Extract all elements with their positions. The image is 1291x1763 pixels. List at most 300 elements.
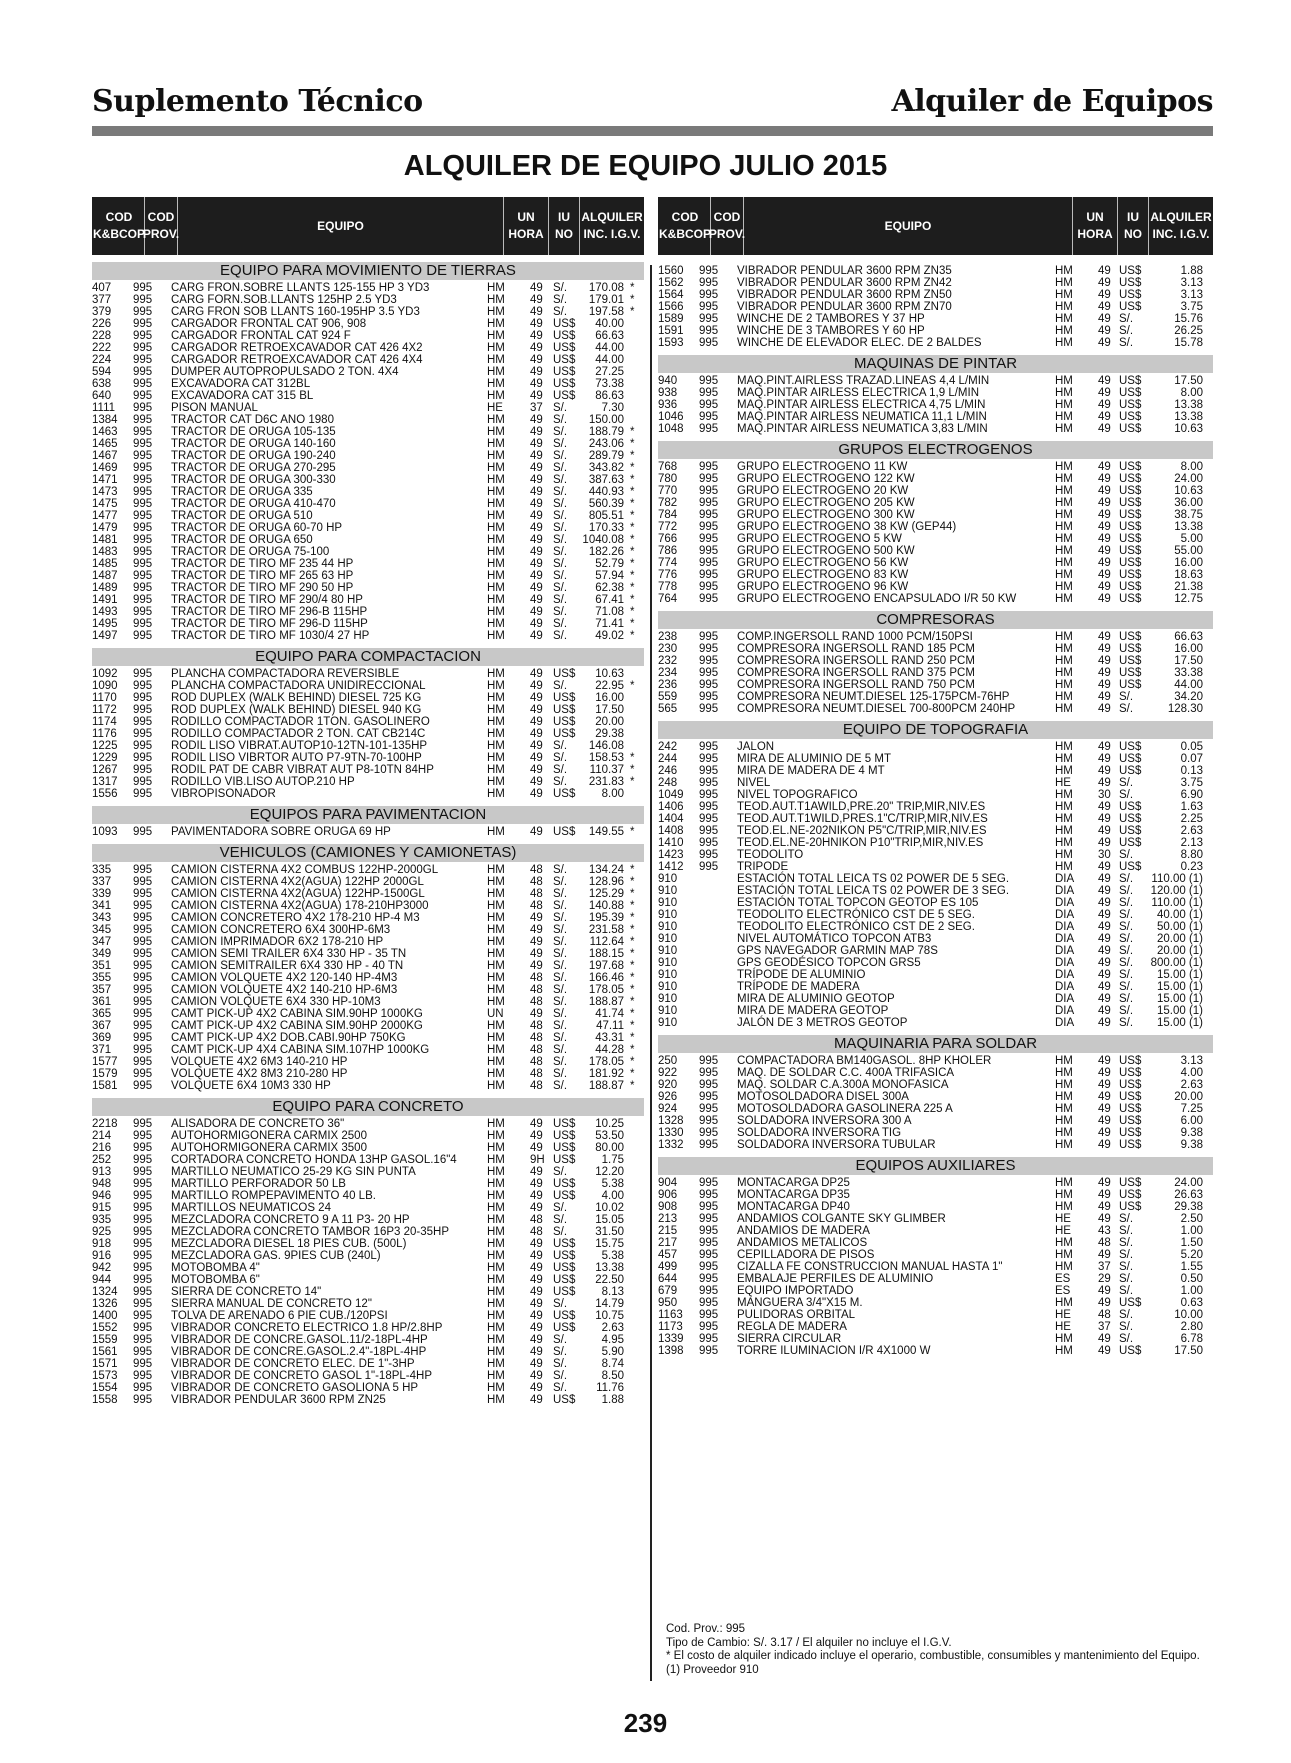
cell-cod: 351 bbox=[92, 960, 112, 972]
cell-prov: 995 bbox=[133, 366, 153, 378]
cell-value: 29.38 bbox=[595, 728, 624, 740]
cell-equipo: CAMT PICK-UP 4X2 CABINA SIM.90HP 2000KG bbox=[171, 1020, 423, 1032]
cell-value: 15.00 (1) bbox=[1156, 993, 1203, 1005]
cell-currency: US$ bbox=[1119, 813, 1142, 825]
footnotes bbox=[666, 1623, 1200, 1677]
cell-un: HM bbox=[487, 366, 505, 378]
table-row bbox=[658, 643, 1213, 655]
cell-equipo: MEZCLADORA CONCRETO 9 A 11 P3- 20 HP bbox=[171, 1214, 410, 1226]
cell-value: 16.00 bbox=[1174, 643, 1203, 655]
cell-iu: 49 bbox=[530, 594, 543, 606]
cell-currency: S/. bbox=[553, 426, 568, 438]
cell-equipo: GRUPO ELECTROGENO 83 KW bbox=[737, 569, 909, 581]
cell-prov: 995 bbox=[133, 402, 153, 414]
cell-value: 10.02 bbox=[595, 1202, 624, 1214]
cell-currency: S/. bbox=[553, 462, 568, 474]
cell-currency: S/. bbox=[553, 306, 568, 318]
cell-equipo: TRACTOR DE ORUGA 105-135 bbox=[171, 426, 336, 438]
cell-value: 13.38 bbox=[1174, 399, 1203, 411]
cell-currency: US$ bbox=[1119, 655, 1142, 667]
cell-iu: 49 bbox=[530, 1274, 543, 1286]
cell-prov: 995 bbox=[133, 1118, 153, 1130]
cell-value: 15.00 (1) bbox=[1156, 1005, 1203, 1017]
cell-equipo: ROD DUPLEX (WALK BEHIND) DIESEL 725 KG bbox=[171, 692, 422, 704]
cell-currency: US$ bbox=[553, 1142, 576, 1154]
cell-value: 8.00 bbox=[1180, 387, 1203, 399]
table-row bbox=[92, 1238, 644, 1250]
table-row bbox=[658, 313, 1213, 325]
cell-cod: 948 bbox=[92, 1178, 112, 1190]
cell-currency: US$ bbox=[1119, 1127, 1142, 1139]
cell-prov: 995 bbox=[133, 1238, 153, 1250]
cell-cod: 910 bbox=[658, 909, 678, 921]
cell-mark: * bbox=[630, 764, 635, 776]
cell-prov: 995 bbox=[699, 521, 719, 533]
cell-iu: 49 bbox=[1098, 969, 1111, 981]
table-row bbox=[92, 936, 644, 948]
table-row bbox=[92, 668, 644, 680]
cell-value: 8.13 bbox=[601, 1286, 624, 1298]
cell-currency: S/. bbox=[1119, 1285, 1134, 1297]
cell-value: 3.75 bbox=[1180, 301, 1203, 313]
cell-equipo: JALON bbox=[737, 741, 775, 753]
cell-equipo: CAMION CISTERNA 4X2(AGUA) 122HP 2000GL bbox=[171, 876, 424, 888]
cell-equipo: VIBRADOR PENDULAR 3600 RPM ZN70 bbox=[737, 301, 952, 313]
table-row bbox=[92, 764, 644, 776]
cell-equipo: SOLDADORA INVERSORA TUBULAR bbox=[737, 1139, 936, 1151]
cell-currency: S/. bbox=[553, 888, 568, 900]
cell-mark: * bbox=[630, 558, 635, 570]
table-row bbox=[92, 776, 644, 788]
table-row bbox=[92, 1274, 644, 1286]
cell-un: HM bbox=[1055, 399, 1073, 411]
cell-prov: 995 bbox=[699, 1189, 719, 1201]
cell-iu: 49 bbox=[530, 740, 543, 752]
cell-un: HM bbox=[1055, 861, 1073, 873]
cell-value: 805.51 bbox=[588, 510, 624, 522]
table-row bbox=[658, 1273, 1213, 1285]
table-row bbox=[92, 1080, 644, 1092]
cell-un: HM bbox=[487, 510, 505, 522]
cell-mark: * bbox=[630, 864, 635, 876]
cell-un: HM bbox=[487, 704, 505, 716]
cell-mark: * bbox=[630, 1056, 635, 1068]
cell-value: 21.38 bbox=[1174, 581, 1203, 593]
table-row bbox=[658, 375, 1213, 387]
cell-value: 24.00 bbox=[1174, 1177, 1203, 1189]
cell-un: HM bbox=[1055, 473, 1073, 485]
cell-un: HM bbox=[1055, 1177, 1073, 1189]
cell-equipo: COMPRESORA INGERSOLL RAND 750 PCM bbox=[737, 679, 975, 691]
table-row bbox=[92, 426, 644, 438]
cell-value: 31.50 bbox=[595, 1226, 624, 1238]
cell-equipo: PLANCHA COMPACTADORA UNIDIRECCIONAL bbox=[171, 680, 426, 692]
cell-cod: 1423 bbox=[658, 849, 684, 861]
cell-currency: S/. bbox=[1119, 1237, 1134, 1249]
cell-value: 343.82 bbox=[588, 462, 624, 474]
cell-value: 49.02 bbox=[595, 630, 624, 642]
cell-prov: 995 bbox=[699, 1177, 719, 1189]
cell-prov: 995 bbox=[699, 753, 719, 765]
section-header: EQUIPOS PARA PAVIMENTACION bbox=[92, 806, 644, 824]
cell-value: 15.00 (1) bbox=[1156, 981, 1203, 993]
cell-equipo: GRUPO ELECTROGENO 500 KW bbox=[737, 545, 915, 557]
cell-cod: 339 bbox=[92, 888, 112, 900]
cell-un: HM bbox=[1055, 1055, 1073, 1067]
cell-cod: 1483 bbox=[92, 546, 118, 558]
cell-equipo: MONTACARGA DP35 bbox=[737, 1189, 850, 1201]
cell-prov: 995 bbox=[699, 861, 719, 873]
cell-equipo: CAMION SEMITRAILER 6X4 330 HP - 40 TN bbox=[171, 960, 404, 972]
cell-iu: 49 bbox=[1098, 581, 1111, 593]
table-row bbox=[92, 1044, 644, 1056]
cell-prov: 995 bbox=[699, 337, 719, 349]
cell-iu: 49 bbox=[1098, 497, 1111, 509]
cell-equipo: CEPILLADORA DE PISOS bbox=[737, 1249, 875, 1261]
cell-prov: 995 bbox=[133, 306, 153, 318]
cell-equipo: MIRA DE ALUMINIO GEOTOP bbox=[737, 993, 895, 1005]
cell-un: HM bbox=[487, 1346, 505, 1358]
cell-prov: 995 bbox=[699, 289, 719, 301]
cell-un: HM bbox=[487, 474, 505, 486]
cell-currency: S/. bbox=[553, 764, 568, 776]
cell-value: 8.80 bbox=[1180, 849, 1203, 861]
cell-prov: 995 bbox=[133, 582, 153, 594]
cell-iu: 37 bbox=[530, 402, 543, 414]
note-line: (1) Proveedor 910 bbox=[666, 1663, 759, 1676]
cell-cod: 1324 bbox=[92, 1286, 118, 1298]
cell-cod: 217 bbox=[658, 1237, 678, 1249]
cell-iu: 49 bbox=[1098, 909, 1111, 921]
table-row bbox=[92, 752, 644, 764]
table-row bbox=[658, 909, 1213, 921]
cell-equipo: RODILLO COMPACTADOR 2 TON. CAT CB214C bbox=[171, 728, 426, 740]
cell-currency: US$ bbox=[1119, 485, 1142, 497]
cell-iu: 49 bbox=[530, 426, 543, 438]
cell-value: 10.75 bbox=[595, 1310, 624, 1322]
cell-equipo: COMPRESORA NEUMT.DIESEL 700-800PCM 240HP bbox=[737, 703, 1016, 715]
table-row bbox=[92, 594, 644, 606]
cell-iu: 48 bbox=[530, 876, 543, 888]
cell-iu: 49 bbox=[1098, 509, 1111, 521]
cell-value: 128.96 bbox=[588, 876, 624, 888]
cell-currency: S/. bbox=[1119, 325, 1134, 337]
cell-currency: S/. bbox=[1119, 945, 1134, 957]
cell-value: 9.38 bbox=[1180, 1127, 1203, 1139]
table-row bbox=[658, 897, 1213, 909]
cell-currency: US$ bbox=[553, 1310, 576, 1322]
cell-value: 158.53 bbox=[588, 752, 624, 764]
cell-value: 12.75 bbox=[1174, 593, 1203, 605]
cell-cod: 1564 bbox=[658, 289, 684, 301]
cell-cod: 1581 bbox=[92, 1080, 118, 1092]
cell-equipo: RODIL LISO VIBRAT.AUTOP10-12TN-101-135HP bbox=[171, 740, 428, 752]
cell-currency: S/. bbox=[1119, 993, 1134, 1005]
cell-equipo: WINCHE DE 3 TAMBORES Y 60 HP bbox=[737, 325, 925, 337]
cell-currency: US$ bbox=[1119, 1079, 1142, 1091]
cell-currency: US$ bbox=[1119, 1091, 1142, 1103]
cell-currency: US$ bbox=[553, 692, 576, 704]
cell-cod: 920 bbox=[658, 1079, 678, 1091]
cell-currency: S/. bbox=[553, 570, 568, 582]
cell-value: 16.00 bbox=[1174, 557, 1203, 569]
table-row bbox=[92, 378, 644, 390]
table-row bbox=[658, 981, 1213, 993]
cell-equipo: TORRE ILUMINACION I/R 4X1000 W bbox=[737, 1345, 931, 1357]
cell-cod: 1491 bbox=[92, 594, 118, 606]
cell-cod: 904 bbox=[658, 1177, 678, 1189]
cell-currency: S/. bbox=[553, 1370, 568, 1382]
cell-prov: 995 bbox=[133, 630, 153, 642]
cell-equipo: CAMT PICK-UP 4X4 CABINA SIM.107HP 1000KG bbox=[171, 1044, 430, 1056]
cell-mark: * bbox=[630, 1080, 635, 1092]
cell-currency: US$ bbox=[1119, 399, 1142, 411]
table-row bbox=[658, 945, 1213, 957]
header-un: UN HORA bbox=[504, 197, 549, 255]
cell-equipo: MEZCLADORA DIESEL 18 PIES CUB. (500L) bbox=[171, 1238, 407, 1250]
cell-prov: 995 bbox=[133, 450, 153, 462]
cell-un: HM bbox=[487, 1154, 505, 1166]
cell-un: HM bbox=[1055, 289, 1073, 301]
cell-value: 231.83 bbox=[588, 776, 624, 788]
cell-value: 800.00 (1) bbox=[1150, 957, 1203, 969]
cell-mark: * bbox=[630, 522, 635, 534]
cell-value: 55.00 bbox=[1174, 545, 1203, 557]
table-row bbox=[92, 826, 644, 838]
cell-prov: 995 bbox=[133, 414, 153, 426]
cell-value: 44.00 bbox=[595, 354, 624, 366]
cell-iu: 48 bbox=[530, 1044, 543, 1056]
cell-cod: 565 bbox=[658, 703, 678, 715]
cell-currency: US$ bbox=[1119, 387, 1142, 399]
cell-mark: * bbox=[630, 618, 635, 630]
cell-currency: S/. bbox=[1119, 969, 1134, 981]
table-row bbox=[658, 557, 1213, 569]
cell-prov: 995 bbox=[133, 318, 153, 330]
cell-iu: 49 bbox=[530, 354, 543, 366]
table-row bbox=[92, 1118, 644, 1130]
table-row bbox=[92, 294, 644, 306]
cell-iu: 49 bbox=[530, 1142, 543, 1154]
cell-equipo: ANDAMIOS DE MADERA bbox=[737, 1225, 870, 1237]
table-row bbox=[658, 337, 1213, 349]
cell-mark: * bbox=[630, 924, 635, 936]
cell-equipo: VIBRADOR PENDULAR 3600 RPM ZN35 bbox=[737, 265, 952, 277]
cell-cod: 1463 bbox=[92, 426, 118, 438]
cell-prov: 995 bbox=[133, 1274, 153, 1286]
cell-iu: 49 bbox=[1098, 1115, 1111, 1127]
cell-cod: 1111 bbox=[92, 402, 116, 414]
cell-prov: 995 bbox=[699, 473, 719, 485]
cell-value: 140.88 bbox=[588, 900, 624, 912]
cell-mark: * bbox=[630, 546, 635, 558]
cell-value: 3.13 bbox=[1180, 1055, 1203, 1067]
header-right-title: Alquiler de Equipos bbox=[891, 84, 1213, 119]
cell-value: 150.00 bbox=[588, 414, 624, 426]
cell-currency: US$ bbox=[1119, 423, 1142, 435]
cell-un: HM bbox=[1055, 411, 1073, 423]
cell-un: HM bbox=[1055, 837, 1073, 849]
cell-equipo: VOLQUETE 6X4 10M3 330 HP bbox=[171, 1080, 331, 1092]
cell-currency: US$ bbox=[553, 728, 576, 740]
cell-un: HM bbox=[1055, 325, 1073, 337]
cell-iu: 49 bbox=[530, 826, 543, 838]
cell-un: HM bbox=[1055, 1345, 1073, 1357]
cell-prov: 995 bbox=[133, 1202, 153, 1214]
cell-equipo: MAQ.PINTAR AIRLESS NEUMATICA 3,83 L/MIN bbox=[737, 423, 988, 435]
header-bar bbox=[92, 126, 1213, 136]
cell-cod: 1577 bbox=[92, 1056, 118, 1068]
cell-currency: S/. bbox=[1119, 337, 1134, 349]
cell-value: 15.00 (1) bbox=[1156, 1017, 1203, 1029]
cell-prov: 995 bbox=[133, 330, 153, 342]
cell-iu: 48 bbox=[1098, 1237, 1111, 1249]
cell-iu: 49 bbox=[530, 450, 543, 462]
cell-cod: 1408 bbox=[658, 825, 684, 837]
cell-equipo: TRACTOR DE ORUGA 75-100 bbox=[171, 546, 330, 558]
cell-prov: 995 bbox=[133, 668, 153, 680]
cell-currency: US$ bbox=[553, 704, 576, 716]
cell-un: HM bbox=[487, 984, 505, 996]
cell-prov: 995 bbox=[133, 1358, 153, 1370]
cell-un: DIA bbox=[1055, 969, 1075, 981]
cell-value: 13.38 bbox=[595, 1262, 624, 1274]
cell-value: 170.33 bbox=[588, 522, 624, 534]
cell-prov: 995 bbox=[133, 1166, 153, 1178]
cell-iu: 37 bbox=[1098, 1261, 1111, 1273]
cell-un: HM bbox=[487, 378, 505, 390]
cell-mark: * bbox=[630, 776, 635, 788]
cell-currency: US$ bbox=[1119, 837, 1142, 849]
cell-currency: US$ bbox=[1119, 593, 1142, 605]
cell-iu: 48 bbox=[530, 996, 543, 1008]
table-row bbox=[658, 1091, 1213, 1103]
cell-currency: US$ bbox=[1119, 411, 1142, 423]
cell-value: 11.76 bbox=[596, 1382, 624, 1394]
cell-value: 6.78 bbox=[1180, 1333, 1203, 1345]
cell-un: HM bbox=[1055, 301, 1073, 313]
cell-iu: 49 bbox=[1098, 885, 1111, 897]
cell-prov: 995 bbox=[699, 1285, 719, 1297]
table-row bbox=[658, 1189, 1213, 1201]
cell-prov: 995 bbox=[133, 728, 153, 740]
cell-iu: 49 bbox=[1098, 265, 1111, 277]
cell-un: HM bbox=[487, 1118, 505, 1130]
cell-prov: 995 bbox=[699, 631, 719, 643]
cell-currency: S/. bbox=[1119, 1321, 1134, 1333]
cell-prov: 995 bbox=[133, 740, 153, 752]
cell-currency: S/. bbox=[553, 864, 568, 876]
cell-iu: 49 bbox=[530, 1202, 543, 1214]
table-row bbox=[92, 704, 644, 716]
cell-value: 26.25 bbox=[1174, 325, 1203, 337]
cell-cod: 499 bbox=[658, 1261, 678, 1273]
cell-prov: 995 bbox=[699, 301, 719, 313]
cell-cod: 1591 bbox=[658, 325, 684, 337]
section-header: EQUIPO PARA COMPACTACION bbox=[92, 648, 644, 666]
cell-cod: 594 bbox=[92, 366, 112, 378]
cell-un: HM bbox=[487, 462, 505, 474]
cell-value: 44.00 bbox=[595, 342, 624, 354]
cell-mark: * bbox=[630, 876, 635, 888]
note-line: Cod. Prov.: 995 bbox=[666, 1623, 746, 1635]
cell-currency: US$ bbox=[1119, 643, 1142, 655]
cell-prov: 995 bbox=[133, 936, 153, 948]
cell-currency: S/. bbox=[1119, 1309, 1134, 1321]
cell-prov: 995 bbox=[133, 680, 153, 692]
cell-currency: US$ bbox=[1119, 581, 1142, 593]
cell-un: HM bbox=[487, 1166, 505, 1178]
cell-value: 13.38 bbox=[1174, 411, 1203, 423]
cell-value: 17.50 bbox=[1174, 375, 1203, 387]
table-row bbox=[92, 402, 644, 414]
table-row bbox=[92, 1130, 644, 1142]
cell-iu: 49 bbox=[530, 342, 543, 354]
section-header: EQUIPO DE TOPOGRAFIA bbox=[658, 721, 1213, 739]
cell-currency: US$ bbox=[1119, 1189, 1142, 1201]
cell-prov: 995 bbox=[699, 593, 719, 605]
cell-prov: 995 bbox=[699, 1321, 719, 1333]
cell-prov: 995 bbox=[133, 378, 153, 390]
cell-value: 41.74 bbox=[595, 1008, 624, 1020]
table-row bbox=[658, 655, 1213, 667]
cell-iu: 49 bbox=[1098, 593, 1111, 605]
cell-equipo: WINCHE DE ELEVADOR ELEC. DE 2 BALDES bbox=[737, 337, 982, 349]
cell-cod: 780 bbox=[658, 473, 678, 485]
cell-currency: S/. bbox=[1119, 1225, 1134, 1237]
cell-currency: US$ bbox=[1119, 545, 1142, 557]
cell-iu: 49 bbox=[530, 282, 543, 294]
header-prov: COD PROV. bbox=[145, 197, 178, 255]
section-header: MAQUINARIA PARA SOLDAR bbox=[658, 1035, 1213, 1053]
cell-equipo: MOTOBOMBA 4" bbox=[171, 1262, 260, 1274]
cell-prov: 995 bbox=[699, 1345, 719, 1357]
cell-mark: * bbox=[630, 1008, 635, 1020]
cell-prov: 995 bbox=[133, 486, 153, 498]
cell-prov: 995 bbox=[133, 1178, 153, 1190]
table-row bbox=[658, 1103, 1213, 1115]
cell-value: 86.63 bbox=[595, 390, 624, 402]
cell-prov: 995 bbox=[699, 813, 719, 825]
cell-value: 1.88 bbox=[601, 1394, 624, 1406]
cell-prov: 995 bbox=[133, 1032, 153, 1044]
cell-un: UN bbox=[487, 1008, 504, 1020]
cell-equipo: VIBRADOR PENDULAR 3600 RPM ZN42 bbox=[737, 277, 952, 289]
table-row bbox=[658, 993, 1213, 1005]
cell-un: HM bbox=[1055, 741, 1073, 753]
cell-prov: 995 bbox=[133, 704, 153, 716]
cell-equipo: CAMION SEMI TRAILER 6X4 330 HP - 35 TN bbox=[171, 948, 407, 960]
cell-currency: S/. bbox=[1119, 1005, 1134, 1017]
cell-cod: 1092 bbox=[92, 668, 118, 680]
cell-value: 110.37 bbox=[589, 764, 624, 776]
table-row bbox=[658, 581, 1213, 593]
table-row bbox=[92, 522, 644, 534]
cell-value: 15.05 bbox=[595, 1214, 624, 1226]
cell-value: 20.00 (1) bbox=[1156, 945, 1203, 957]
cell-iu: 49 bbox=[1098, 313, 1111, 325]
cell-prov: 995 bbox=[133, 294, 153, 306]
cell-value: 50.00 (1) bbox=[1156, 921, 1203, 933]
cell-un: HM bbox=[487, 1068, 505, 1080]
cell-iu: 49 bbox=[530, 546, 543, 558]
cell-mark: * bbox=[630, 1044, 635, 1056]
cell-currency: S/. bbox=[553, 936, 568, 948]
cell-prov: 995 bbox=[133, 776, 153, 788]
cell-equipo: PISON MANUAL bbox=[171, 402, 258, 414]
cell-mark: * bbox=[630, 960, 635, 972]
table-row bbox=[658, 679, 1213, 691]
